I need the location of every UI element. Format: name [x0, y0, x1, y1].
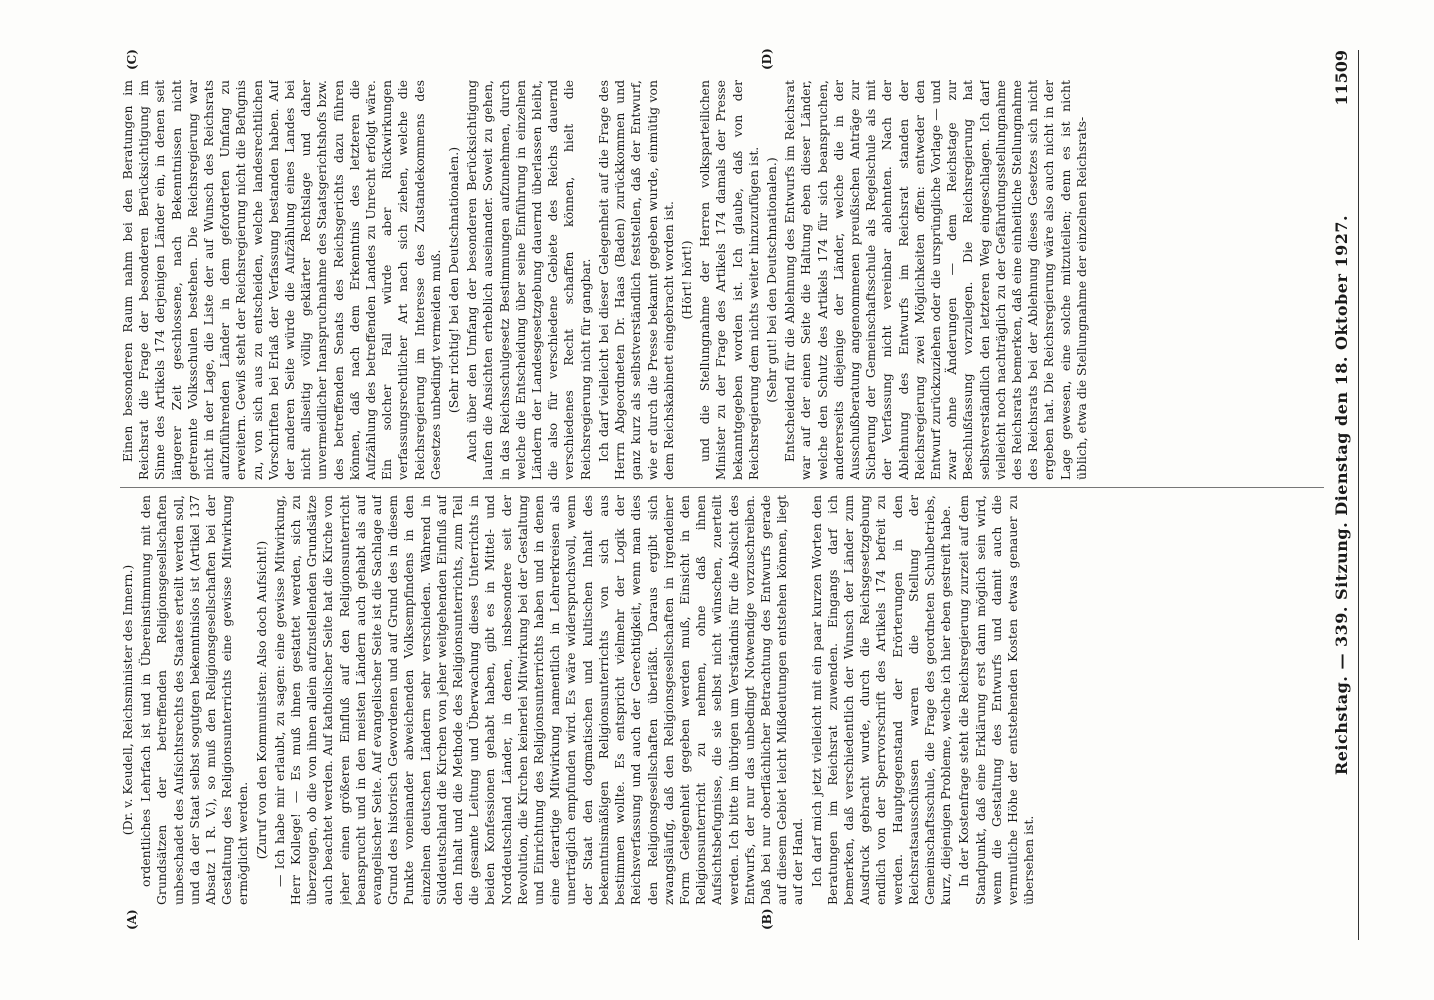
left-column [120, 495, 1324, 905]
paragraph: Einen besonderen Raum nahm bei den Beratungen im Reichsrat die Frage der besonderen Berücksichtigung im Sinne des Artikels 174 derjenigen Länder ein, in denen seit längerer Zeit geschlossene, nach Bekenntnissen nicht getrennte Volksschulen bestehen. Die Reichsregierung war nicht in der Lage, die Liste der auf Wunsch des Reichsrats aufzuführenden Länder in dem geforderten Umfang zu erweitern. Gewiß steht der Reichsregierung nicht die Befugnis zu, von sich aus zu entscheiden, welche landesrechtlichen Vorschriften bei Erlaß der Verfassung bestanden haben. Auf der anderen Seite würde die Aufzählung eines Landes bei nicht allseitig völlig geklärter Rechtslage und daher unvermeidlicher Inanspruchnahme des Staatsgerichtshofs bzw. des betreffenden Senats des Reichsgerichts dazu führen können, daß nach dem Erkenntnis des letzteren die Aufzählung des betreffenden Landes zu Unrecht erfolgt wäre. Ein solcher Fall würde aber Rückwirkungen verfassungsrechtlicher Art nach sich ziehen, welche die Reichsregierung im Interesse des Zustandekommens des Gesetzes unbedingt vermeiden muß. [120, 80, 443, 480]
margin-label-c: (C) [125, 49, 139, 70]
margin-label-a: (A) [125, 909, 139, 930]
paragraph: Auch über den Umfang der besonderen Berücksichtigung laufen die Ansichten erheblich auseinander. Soweit zu gehen, in das Reichsschulgesetz Bestimmungen aufzunehmen, durch welche die Entscheidung über seine Einführung in einzelnen Ländern der Landesgesetzgebung dauernd überlassen bleibt, die also für verschiedene Gebiete des Reichs dauernd verschiedenes Recht schaffen können, hielt die Reichsregierung nicht für gangbar. [464, 80, 593, 480]
interjection: (Hört! hört!) [678, 240, 694, 320]
speaker-note: (Dr. v. Keudell, Reichsminister des Innern.) [120, 564, 135, 836]
margin-label-b: (B) [760, 908, 774, 930]
page-number: 11509 [1332, 50, 1351, 106]
interjection: (Zuruf von den Kommunisten: Also doch Aufsicht!) [253, 540, 269, 860]
column-divider [120, 487, 1324, 488]
paragraph: Ich darf vielleicht bei dieser Gelegenheit auf die Frage des Herrn Abgeordneten Dr. Haas (Baden) zurückkommen und ganz kurz als selbstverständlich feststellen, daß der Entwurf, wie er durch die Presse bekannt gegeben wurde, einmütig von dem Reichskabinett eingebracht worden ist. [595, 80, 676, 480]
header-title: Reichstag. — 339. Sitzung. Dienstag den 18. Oktober 1927. [1332, 214, 1351, 776]
paragraph: und die Stellungnahme der Herren volksparteilichen Minister zu der Frage des Artikels 174 damals der Presse bekanntgegeben worden ist. Ich glaube, daß von der Reichsregierung dem nichts weiter hinzuzufügen ist. [697, 80, 761, 480]
interjection: (Sehr richtig! bei den Deutschnationalen.) [446, 146, 462, 414]
right-column [120, 80, 1324, 480]
digitization-credit [0, 0, 22, 22]
interjection: (Sehr gut! bei den Deutschnationalen.) [763, 157, 779, 403]
paragraph: ordentliches Lehrfach ist und in Übereinstimmung mit den Grundsätzen der betreffenden Religionsgesellschaften unbeschadet des Aufsichtsrechts des Staates erteilt werden soll, und da der Staat selbst sogutgen bekenntnislos ist (Artikel 137 Absatz 1 R. V.), so muß den Religionsgesellschaften bei der Gestaltung des Religionsunterrichts eine gewisse Mitwirkung ermöglicht werden. [138, 495, 251, 905]
paragraph: In der Kostenfrage steht die Reichsregierung zurzeit auf dem Standpunkt, daß eine Erklärung erst dann möglich sein wird, wenn die Gestaltung des Entwurfs und damit auch die vermutliche Höhe der entstehenden Kosten etwas genauer zu übersehen ist. [956, 495, 1037, 905]
paragraph: Ich darf mich jetzt vielleicht mit ein paar kurzen Worten den Beratungen im Reichsrat zuwenden. Eingangs darf ich bemerken, daß verschiedentlich der Wunsch der Länder zum Ausdruck gebracht wurde, durch die Reichsgesetzgebung endlich von der Sperrvorschrift des Artikels 174 befreit zu werden. Hauptgegenstand der Erörterungen in den Reichsratsausschüssen waren die Stellung der Gemeinschaftsschule, die Frage des geordneten Schulbetriebs, kurz, diejenigen Probleme, welche ich hier eben gestreift habe. [808, 495, 954, 905]
paragraph: Entscheidend für die Ablehnung des Entwurfs im Reichsrat war auf der einen Seite die Haltung eben dieser Länder, welche den Schutz des Artikels 174 für sich beanspruchen, andererseits diejenige der Länder, welche die in der Ausschußberatung angenommenen preußischen Anträge zur Sicherung der Gemeinschaftsschule als Regelschule als mit der Verfassung nicht vereinbar ablehnten. Nach der Ablehnung des Entwurfs im Reichsrat standen der Reichsregierung zwei Möglichkeiten offen: entweder den Entwurf zurückzuziehen oder die ursprüngliche Vorlage — und zwar ohne Änderungen — dem Reichstage zur Beschlußfassung vorzulegen. Die Reichsregierung hat selbstverständlich den letzteren Weg eingeschlagen. Ich darf vielleicht noch nachträglich zu der Gefährdungsstellungnahme des Reichsrats bemerken, daß eine einheitliche Stellungnahme des Reichsrats bei der Ablehnung dieses Gesetzes sich nicht ergeben hat. Die Reichsregierung wäre also auch nicht in der Lage gewesen, eine solche mitzuteilen; denn es ist nicht üblich, etwa die Stellungnahme der einzelnen Reichsrats- [782, 80, 1089, 480]
margin-label-d: (D) [760, 48, 774, 70]
paragraph: — Ich habe mir erlaubt, zu sagen: eine gewisse Mitwirkung, Herr Kollege! — Es muß ihnen gestattet werden, sich zu überzeugen, ob die von ihnen allein aufzustellenden Grundsätze auch beachtet werden. Auf katholischer Seite hat die Kirche von jeher einen größeren Einfluß auf den Religionsunterricht beansprucht und in den meisten Ländern auch gehabt als auf evangelischer Seite. Auf evangelischer Seite ist die Sachlage auf Grund des historisch Gewordenen und auf Grund des in diesem Punkte voneinander abweichenden Volksempfindens in den einzelnen deutschen Ländern sehr verschieden. Während in Süddeutschland die Kirchen von jeher weitgehenden Einfluß auf den Inhalt und die Methode des Religionsunterrichts, zum Teil die gesamte Leitung und Überwachung dieses Unterrichts in beiden Konfessionen gehabt haben, gibt es in Mittel- und Norddeutschland Länder, in denen, insbesondere seit der Revolution, die Kirchen keinerlei Mitwirkung bei der Gestaltung und Einrichtung des Religionsunterrichts haben und in denen eine derartige Mitwirkung namentlich in Lehrerkreisen als unerträglich empfunden wird. Es wäre widerspruchsvoll, wenn der Staat den dogmatischen und kultischen Inhalt des bekenntnismäßigen Religionsunterrichts von sich aus bestimmen wollte. Es entspricht vielmehr der Logik der Reichsverfassung und auch der Gerechtigkeit, wenn man dies den Religionsgesellschaften überläßt. Daraus ergibt sich zwangsläufig, daß den Religionsgesellschaften in irgendeiner Form Gelegenheit gegeben werden muß, Einsicht in den Religionsunterricht zu nehmen, ohne daß ihnen Aufsichtsbefugnisse, die sie selbst nicht wünschen, zuerteilt werden. Ich bitte im übrigen um Verständnis für die Absicht des Entwurfs, der nur das unbedingt Notwendige vorzuschreiben. Daß bei nur oberflächlicher Betrachtung des Entwurfs gerade auf diesem Gebiet leicht Mißdeutungen entstehen können, liegt auf der Hand. [271, 495, 806, 905]
page-header [1328, 50, 1359, 940]
